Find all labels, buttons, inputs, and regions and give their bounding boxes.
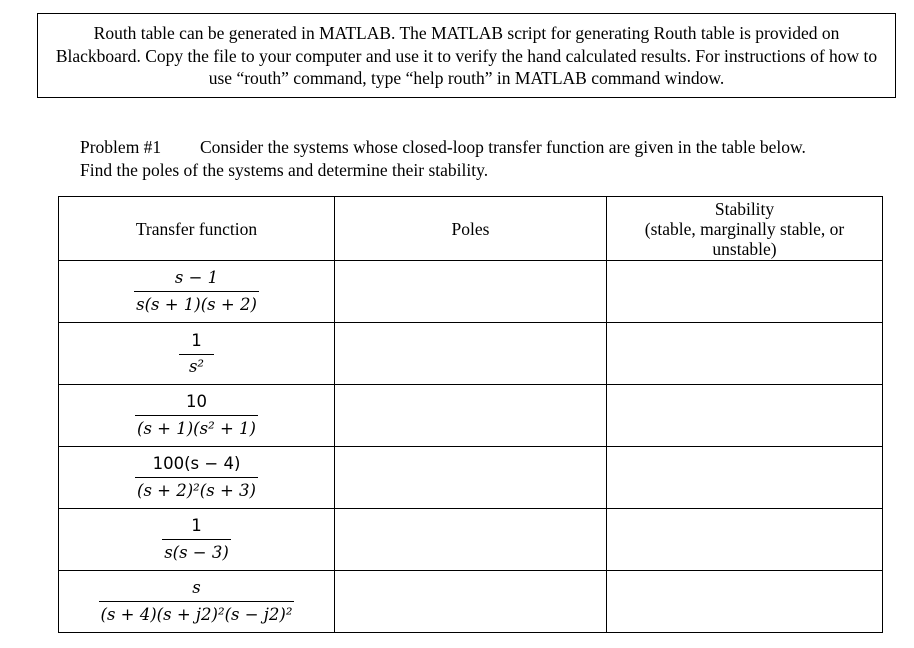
transfer-function-cell	[59, 261, 335, 323]
fraction-denominator: s(s − 3)	[162, 539, 231, 563]
notice-box	[37, 13, 896, 98]
header-stability-line-1: Stability	[714, 198, 775, 219]
stability-cell[interactable]	[607, 261, 883, 323]
poles-cell[interactable]	[335, 261, 607, 323]
header-transfer-function: Transfer function	[59, 197, 335, 261]
fraction-denominator: s²	[179, 354, 214, 377]
header-stability-line-2: (stable, marginally stable, or	[644, 218, 845, 239]
fraction-numerator: s − 1	[174, 268, 219, 287]
fraction	[179, 331, 214, 377]
fraction-numerator: 100(s − 4)	[152, 454, 241, 473]
fraction-denominator: s(s + 1)(s + 2)	[134, 291, 259, 315]
problem-line-2: Find the poles of the systems and determine their stability.	[80, 160, 489, 180]
stability-cell[interactable]	[607, 447, 883, 509]
header-stability-line-3: unstable)	[712, 238, 777, 259]
table-row	[59, 447, 883, 509]
table-row	[59, 509, 883, 571]
header-poles: Poles	[335, 197, 607, 261]
fraction	[162, 516, 231, 563]
transfer-function-cell	[59, 571, 335, 633]
stability-cell[interactable]	[607, 509, 883, 571]
poles-cell[interactable]	[335, 385, 607, 447]
fraction-numerator: 10	[186, 392, 207, 411]
table-row	[59, 571, 883, 633]
transfer-function-cell	[59, 323, 335, 385]
table-row	[59, 385, 883, 447]
problem-text-1: Consider the systems whose closed-loop transfer function are given in the table below.	[200, 137, 806, 157]
transfer-function-table	[58, 196, 883, 633]
poles-cell[interactable]	[335, 323, 607, 385]
fraction-denominator: (s + 4)(s + j2)²(s − j2)²	[99, 601, 295, 625]
notice-text: Routh table can be generated in MATLAB. The MATLAB script for generating Routh table is provided on Blackboard. Copy the file to your computer and use it to verify the hand calculated results. For instructions of how to use “routh” command, type “help routh” in MATLAB command window.	[55, 23, 878, 88]
transfer-function-cell	[59, 447, 335, 509]
poles-cell[interactable]	[335, 509, 607, 571]
fraction-denominator: (s + 1)(s² + 1)	[135, 415, 258, 439]
stability-cell[interactable]	[607, 385, 883, 447]
poles-cell[interactable]	[335, 447, 607, 509]
fraction-numerator: 1	[191, 516, 202, 535]
transfer-function-cell	[59, 509, 335, 571]
stability-cell[interactable]	[607, 323, 883, 385]
fraction-numerator: 1	[191, 330, 202, 350]
fraction	[135, 392, 258, 439]
stability-cell[interactable]	[607, 571, 883, 633]
transfer-function-cell	[59, 385, 335, 447]
table-header-row	[59, 197, 883, 261]
problem-line-1	[80, 136, 880, 159]
fraction-numerator: s	[192, 578, 201, 597]
fraction-denominator: (s + 2)²(s + 3)	[135, 477, 258, 501]
poles-cell[interactable]	[335, 571, 607, 633]
problem-label: Problem #1	[80, 137, 162, 157]
fraction	[99, 578, 295, 625]
fraction	[135, 454, 258, 501]
problem-statement	[80, 136, 880, 182]
header-stability	[607, 197, 883, 261]
table-row	[59, 323, 883, 385]
fraction	[134, 268, 259, 315]
table-row	[59, 261, 883, 323]
